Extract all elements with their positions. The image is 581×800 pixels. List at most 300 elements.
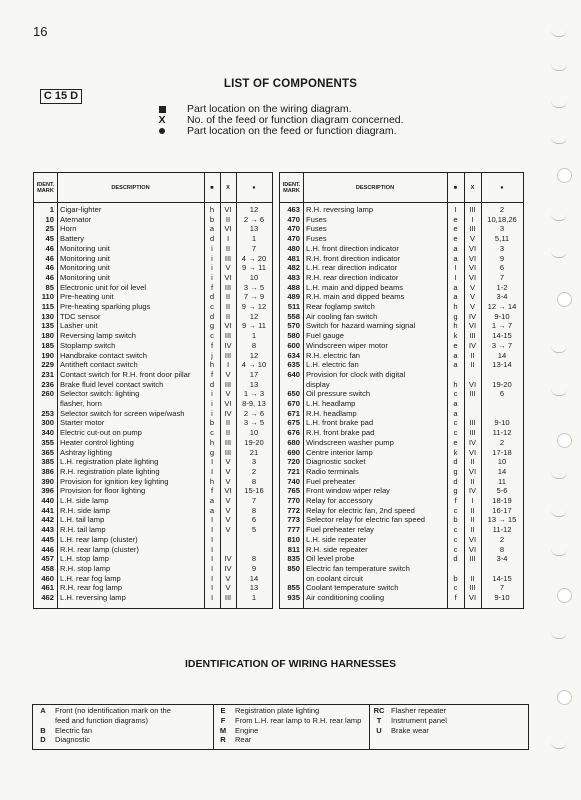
location: h <box>209 206 215 214</box>
function-location: 9 → 12 <box>241 303 267 311</box>
table-row <box>280 332 523 341</box>
function-location: 2 <box>499 438 505 447</box>
ident-mark: 483 <box>287 273 300 282</box>
description: TDC sensor <box>60 312 101 321</box>
function-location: 14-15 <box>492 332 512 341</box>
table-row <box>280 400 523 409</box>
ident-mark: 446 <box>41 545 54 554</box>
diagram-number: III <box>469 429 476 438</box>
function-location: 9-10 <box>494 312 510 321</box>
description: Provision for floor lighting <box>60 487 146 496</box>
ident-mark: 765 <box>287 487 300 496</box>
description: R.H. rear lamp (cluster) <box>60 545 139 554</box>
diagram-number: VI <box>224 487 232 496</box>
table-row <box>34 255 272 264</box>
function-location: 9-10 <box>494 419 510 428</box>
location: d <box>209 380 215 389</box>
location: e <box>453 215 458 224</box>
ident-mark: 110 <box>41 293 54 302</box>
table-row <box>280 381 523 390</box>
table-row <box>34 419 272 428</box>
table-row <box>280 361 523 370</box>
function-location: 8 <box>251 506 257 515</box>
description: Handbrake contact switch <box>60 351 147 360</box>
table-row <box>34 390 272 399</box>
diagram-number: II <box>225 429 231 438</box>
ident-mark: 670 <box>287 400 300 408</box>
model-badge: C 15 D <box>40 89 82 104</box>
description: L.H. side repeater <box>306 535 367 544</box>
table-row <box>34 555 272 564</box>
location: d <box>453 555 458 564</box>
description: R.H. rear fog lamp <box>60 584 123 593</box>
location: k <box>453 332 458 341</box>
diagram-number: VI <box>468 264 477 273</box>
diagram-number: III <box>469 390 476 399</box>
description: R.H. front direction indicator <box>306 254 401 263</box>
ident-mark: 130 <box>41 312 54 321</box>
function-location: 17 <box>249 370 259 379</box>
function-location: 11 <box>498 477 506 486</box>
ident-mark: 634 <box>287 351 300 360</box>
table-row <box>34 342 272 351</box>
ident-header: IDENT. MARK <box>280 173 304 202</box>
ident-mark: 740 <box>287 477 300 486</box>
ident-mark: 480 <box>287 244 300 253</box>
function-location: 14 <box>497 351 507 360</box>
description: Fuses <box>306 225 327 234</box>
diagram-number: V <box>225 516 231 525</box>
description: Electric cut-out on pump <box>60 429 142 438</box>
diagram-number: III <box>224 380 232 389</box>
description: Selector relay for electric fan speed <box>306 516 426 525</box>
description: L.H. main and dipped beams <box>306 283 404 292</box>
table-row <box>280 303 523 312</box>
ident-mark: 46 <box>45 273 54 282</box>
table-row <box>34 361 272 370</box>
table-row <box>34 507 272 516</box>
location: I <box>454 273 457 282</box>
table-row <box>280 225 523 234</box>
function-location: 9 → 11 <box>242 264 266 273</box>
table-body <box>280 203 523 608</box>
table-row <box>34 594 272 603</box>
binder-hole <box>557 588 572 603</box>
location: d <box>209 293 215 302</box>
description: L.H. tail lamp <box>60 516 105 525</box>
ident-mark: 580 <box>287 332 300 341</box>
diagram-number: III <box>469 555 476 564</box>
ident-mark: 355 <box>41 438 54 447</box>
ident-mark: 640 <box>287 370 300 379</box>
table-row <box>280 419 523 428</box>
diagram-number: IV <box>468 341 477 350</box>
description: R.H. registration plate lighting <box>60 467 160 476</box>
ident-mark: 260 <box>41 390 54 399</box>
location: i <box>211 244 213 253</box>
table-row <box>280 536 523 545</box>
description: Front window wiper relay <box>306 487 390 496</box>
ident-mark: 680 <box>287 438 300 447</box>
diagram-number: II <box>470 351 475 360</box>
location: c <box>453 429 458 438</box>
location: h <box>209 361 215 370</box>
table-row <box>280 555 523 564</box>
table-row <box>280 206 523 215</box>
harness-description: From L.H. rear lamp to R.H. rear lamp <box>235 715 362 725</box>
function-location: 7 <box>251 497 257 505</box>
location: e <box>453 341 458 350</box>
description: Oil level probe <box>306 555 355 564</box>
table-row <box>34 497 272 506</box>
function-location: 3-4 <box>496 293 508 302</box>
description: Brake fluid level contact switch <box>60 380 164 389</box>
location: a <box>453 254 458 263</box>
location: a <box>209 506 215 515</box>
description: L.H. electric fan <box>306 361 359 370</box>
table-row <box>34 313 272 322</box>
table-row <box>280 313 523 322</box>
table-row <box>280 429 523 438</box>
table-row <box>280 235 523 244</box>
function-location: 4 → 20 <box>241 254 267 263</box>
function-location: 7 <box>251 244 257 253</box>
location: g <box>453 467 458 476</box>
table-row <box>34 565 272 574</box>
x-header: X <box>220 173 237 202</box>
location: a <box>453 293 458 302</box>
location: d <box>209 235 215 244</box>
description: Coolant temperature switch <box>306 584 399 593</box>
diagram-number: VI <box>224 273 232 282</box>
diagram-number: I <box>471 497 474 505</box>
ident-mark: 671 <box>287 409 300 418</box>
function-location: 10,18,26 <box>487 215 517 224</box>
ident-mark: 773 <box>287 516 300 525</box>
harness-description: Diagnostic <box>55 735 91 745</box>
ident-mark: 365 <box>41 448 54 457</box>
table-body <box>34 203 272 608</box>
function-header: ● <box>252 184 256 191</box>
function-location: 3 <box>251 458 257 467</box>
location: I <box>210 574 214 583</box>
description: Windscreen wiper motor <box>306 341 388 350</box>
location: d <box>453 477 458 486</box>
function-location: 17-18 <box>492 448 512 457</box>
location: k <box>453 448 458 457</box>
function-location: 9 <box>499 254 505 263</box>
ident-mark: 115 <box>41 303 54 311</box>
ident-mark: 443 <box>41 526 54 535</box>
location: b <box>453 574 458 583</box>
diagram-number: VI <box>468 467 477 476</box>
diagram-number: I <box>226 361 230 370</box>
ident-mark: 635 <box>287 361 300 370</box>
table-row <box>280 516 523 525</box>
table-row <box>280 322 523 331</box>
function-location: 13 <box>249 584 259 593</box>
description: Lasher unit <box>60 322 98 331</box>
description: Fuses <box>306 215 327 224</box>
description: L.H. registration plate lighting <box>60 458 159 467</box>
table-row <box>34 546 272 555</box>
description: R.H. rear direction indicator <box>306 273 399 282</box>
location: c <box>453 545 458 554</box>
description: Radio terminals <box>306 467 359 476</box>
diagram-number: III <box>469 332 476 341</box>
table-row <box>34 352 272 361</box>
description: L.H. rear fog lamp <box>60 574 121 583</box>
ident-mark: 180 <box>41 332 54 341</box>
diagram-number: V <box>225 477 231 486</box>
ident-mark: 10 <box>45 215 54 224</box>
function-location: 9 → 11 <box>242 322 266 331</box>
ident-mark: 445 <box>41 535 54 544</box>
table-row <box>34 284 272 293</box>
diagram-number: VI <box>224 322 232 331</box>
table-row <box>280 584 523 593</box>
harness-code: M <box>219 725 227 735</box>
function-location: 2 → 6 <box>243 409 265 418</box>
location: c <box>453 419 458 428</box>
binder-hole <box>557 168 572 183</box>
ident-mark: 231 <box>41 370 54 379</box>
function-location: 13 <box>249 225 259 234</box>
binder-hole <box>557 690 572 705</box>
function-location: 6 <box>251 516 257 525</box>
diagram-number: II <box>225 244 231 253</box>
ident-mark: 470 <box>287 225 300 234</box>
ident-mark: 396 <box>41 487 54 496</box>
table-row <box>280 216 523 225</box>
description: L.H. stop lamp <box>60 555 109 564</box>
location: f <box>210 487 214 496</box>
ident-mark: 570 <box>287 322 300 331</box>
ident-mark: 850 <box>287 564 300 573</box>
diagram-number: V <box>225 574 231 583</box>
function-location: 1-2 <box>496 283 508 292</box>
diagram-number: VI <box>468 535 477 544</box>
diagram-number: VI <box>224 225 232 234</box>
description: Pre-heating sparking plugs <box>60 303 151 311</box>
diagram-number: VI <box>224 400 232 408</box>
diagram-number: III <box>224 594 232 602</box>
location: a <box>209 497 215 505</box>
description: R.H. side lamp <box>60 506 110 515</box>
description: Electric fan temperature switch <box>306 564 410 573</box>
table-row <box>280 264 523 273</box>
ident-mark: 720 <box>287 458 300 467</box>
location: b <box>209 215 215 224</box>
table-row <box>34 468 272 477</box>
location: c <box>210 429 214 438</box>
ident-mark: 386 <box>41 467 54 476</box>
page-number: 16 <box>33 24 48 39</box>
harness-description: Electric fan <box>55 725 93 735</box>
description: R.H. side repeater <box>306 545 368 554</box>
function-location: 14 <box>249 574 259 583</box>
function-location: 16-17 <box>492 506 512 515</box>
location: I <box>210 545 214 554</box>
ident-mark: 558 <box>287 312 300 321</box>
table-header <box>34 173 272 203</box>
legend-text: No. of the feed or function diagram concerned. <box>187 114 404 126</box>
diagram-number: V <box>469 293 476 302</box>
function-location: 12 <box>249 206 259 214</box>
function-location: 2 <box>251 467 257 476</box>
table-row <box>34 458 272 467</box>
function-location: 3 → 5 <box>243 419 265 428</box>
function-location: 7 <box>499 273 505 282</box>
description: flasher, horn <box>60 400 102 408</box>
location: g <box>209 322 215 331</box>
location: a <box>453 361 458 370</box>
ident-mark: 340 <box>41 429 54 438</box>
legend <box>157 104 477 137</box>
ident-mark: 511 <box>287 303 300 311</box>
diagram-number: II <box>225 312 231 321</box>
diagram-number: III <box>224 448 232 457</box>
diagram-number: VI <box>468 322 477 331</box>
description: Reversing lamp switch <box>60 332 136 341</box>
table-row <box>34 322 272 331</box>
ident-mark: 650 <box>287 390 300 399</box>
diagram-number: III <box>469 584 476 593</box>
function-location: 12 → 14 <box>487 303 517 311</box>
ident-mark: 481 <box>287 254 300 263</box>
description: Centre interior lamp <box>306 448 373 457</box>
table-row <box>280 274 523 283</box>
location: f <box>210 370 214 379</box>
table-row <box>280 342 523 351</box>
description: R.H. front brake pad <box>306 429 375 438</box>
function-location: 15-16 <box>244 487 264 496</box>
diagram-number: V <box>225 584 231 593</box>
description: Provision for ignition key lighting <box>60 477 169 486</box>
description: Fuel preheater relay <box>306 526 374 535</box>
diagram-number: VI <box>468 380 477 389</box>
binder-hole <box>557 292 572 307</box>
function-location: 6 <box>499 390 505 399</box>
harness-code: A <box>40 706 46 715</box>
table-row <box>280 439 523 448</box>
description: R.H. tail lamp <box>60 526 106 535</box>
components-table-left <box>33 172 273 609</box>
diagram-number: V <box>469 235 476 244</box>
table-row <box>34 536 272 545</box>
location-header: ■ <box>447 173 465 202</box>
location: g <box>453 312 458 321</box>
location: e <box>453 438 458 447</box>
ident-mark: 835 <box>287 555 300 564</box>
ident-mark: 229 <box>41 361 54 370</box>
description: Windscreen washer pump <box>306 438 394 447</box>
function-location: 10 <box>497 458 507 467</box>
diagram-number: IV <box>468 438 477 447</box>
location: c <box>453 506 458 515</box>
diagram-number: V <box>225 506 231 515</box>
ident-mark: 1 <box>49 206 54 214</box>
function-location: 3 <box>499 225 505 234</box>
function-location: 8 <box>251 555 257 564</box>
description: L.H. rear lamp (cluster) <box>60 535 138 544</box>
function-header: ● <box>500 184 504 191</box>
diagram-number: V <box>225 390 231 399</box>
function-location: 6 <box>499 264 505 273</box>
table-row <box>34 371 272 380</box>
ident-mark: 675 <box>287 419 300 428</box>
ident-mark: 855 <box>287 584 300 593</box>
function-location: 13 <box>249 380 259 389</box>
location: h <box>453 303 458 311</box>
function-location: 1 <box>251 235 257 244</box>
ident-mark: 461 <box>41 584 54 593</box>
ident-mark: 470 <box>287 215 300 224</box>
location: I <box>210 564 214 573</box>
diagram-number: IV <box>224 564 232 573</box>
table-row <box>34 381 272 390</box>
function-location: 1 → 3 <box>243 390 265 399</box>
ident-mark: 46 <box>45 254 54 263</box>
description: L.H. reversing lamp <box>60 594 126 602</box>
location: I <box>210 458 214 467</box>
description: Contact switch for R.H. front door pillar <box>60 370 191 379</box>
ident-mark: 458 <box>41 564 54 573</box>
diagram-number: II <box>470 361 475 370</box>
description: L.H. headlamp <box>306 400 356 408</box>
diagram-number: V <box>225 526 231 535</box>
location: i <box>211 409 213 418</box>
location: d <box>209 312 215 321</box>
function-location: 12 <box>249 351 259 360</box>
ident-mark: 935 <box>287 594 300 602</box>
table-row <box>34 429 272 438</box>
diagram-number: III <box>224 254 232 263</box>
diagram-number: V <box>225 370 231 379</box>
harness-code: U <box>376 725 382 735</box>
function-location: 13 → 15 <box>487 516 517 525</box>
location: I <box>210 535 214 544</box>
description: Horn <box>60 225 77 234</box>
table-row <box>34 274 272 283</box>
diagram-number: V <box>225 497 231 505</box>
function-location: 8 <box>251 477 257 486</box>
location: c <box>453 584 458 593</box>
description: Antitheft contact switch <box>60 361 138 370</box>
table-row <box>280 565 523 574</box>
location: c <box>453 535 458 544</box>
diagram-number: V <box>225 467 231 476</box>
description: R.H. stop lamp <box>60 564 111 573</box>
x-header: X <box>464 173 482 202</box>
table-row <box>34 332 272 341</box>
ident-mark: 25 <box>45 225 54 234</box>
ident-mark: 463 <box>287 206 300 214</box>
description: Monitoring unit <box>60 264 110 273</box>
function-location: 19-20 <box>492 380 512 389</box>
location: a <box>453 351 458 360</box>
ident-mark: 385 <box>41 458 54 467</box>
legend-text: Part location on the wiring diagram. <box>187 103 352 115</box>
harness-description: feed and function diagrams) <box>55 715 148 725</box>
diagram-number: V <box>225 458 231 467</box>
ident-mark: 457 <box>41 555 54 564</box>
table-row <box>280 449 523 458</box>
description: Provision for clock with digital <box>306 370 406 379</box>
table-row <box>280 478 523 487</box>
location: d <box>453 458 458 467</box>
ident-mark: 721 <box>287 467 300 476</box>
